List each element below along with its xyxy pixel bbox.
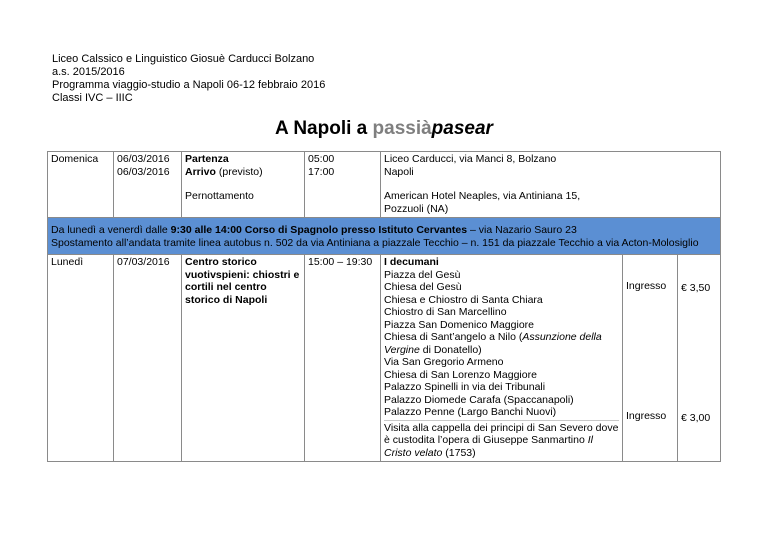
- title-part1: A Napoli a: [275, 118, 373, 139]
- list-item: Palazzo Penne (Largo Banchi Nuovi): [384, 406, 557, 418]
- title-part3: pasear: [431, 118, 493, 139]
- school-year: a.s. 2015/2016: [52, 66, 125, 78]
- date-cell: 06/03/2016 06/03/2016: [114, 152, 182, 218]
- document-header: [52, 53, 325, 105]
- title-part2: passià: [372, 118, 432, 139]
- classes: Classi IVC – IIIC: [52, 92, 133, 104]
- price-cell: € 3,50 € 3,00: [678, 255, 721, 462]
- time-cell: 15:00 – 19:30: [305, 255, 381, 462]
- course-banner-row: [48, 218, 721, 255]
- school-name: Liceo Calssico e Linguistico Giosuè Carducci Bolzano: [52, 53, 315, 65]
- activity-cell: Centro storico vuotivspieni: chiostri e cortili nel centro storico di Napoli: [182, 255, 305, 462]
- table-row: [48, 152, 721, 218]
- list-item: Via San Gregorio Armeno: [384, 356, 504, 368]
- list-item: Palazzo Spinelli in via dei Tribunali: [384, 381, 546, 393]
- places-cell: I decumani Piazza del Gesù Chiesa del Gesù Chiesa e Chiostro di Santa Chiara Chiostro di San Marcellino Piazza San Domenico Maggiore Chiesa di Sant’angelo a Nilo (Assunzione della Vergine di Donatello) Via San Gregorio Armeno Chiesa di San Lorenzo Maggiore Palazzo Spinelli in via dei Tribunali Palazzo Diomede Carafa (Spaccanapoli) Palazzo Penne (Largo Banchi Nuovi) Visita alla cappella dei principi di San Severo dove è custodita l’opera di Giuseppe Sanmartino Il Cristo velato (1753): [381, 255, 623, 462]
- list-item: Chiostro di San Marcellino: [384, 306, 507, 318]
- list-item: Chiesa di San Lorenzo Maggiore: [384, 368, 537, 381]
- visit-note: Visita alla cappella dei principi di San Severo dove è custodita l’opera di Giuseppe Sanmartino Il Cristo velato (1753): [384, 421, 619, 459]
- list-item: Piazza San Domenico Maggiore: [384, 318, 534, 331]
- place-cell: Liceo Carducci, via Manci 8, Bolzano Napoli American Hotel Neaples, via Antiniana 15, Pozzuoli (NA): [381, 152, 721, 218]
- day-cell: Domenica: [48, 152, 114, 218]
- page-title: [0, 117, 768, 141]
- time-cell: 05:00 17:00: [305, 152, 381, 218]
- activity-cell: Partenza Arrivo (previsto) Pernottamento: [182, 152, 305, 218]
- schedule-table: [47, 151, 721, 462]
- list-item: Piazza del Gesù: [384, 268, 461, 281]
- ingresso-cell: Ingresso Ingresso: [623, 255, 678, 462]
- program-title: Programma viaggio-studio a Napoli 06-12 febbraio 2016: [52, 79, 326, 91]
- list-item: Chiesa e Chiostro di Santa Chiara: [384, 293, 543, 306]
- list-item: Chiesa di Sant’angelo a Nilo (Assunzione della Vergine di Donatello): [384, 331, 602, 356]
- list-item: Chiesa del Gesù: [384, 281, 462, 293]
- list-item: Palazzo Diomede Carafa (Spaccanapoli): [384, 393, 574, 406]
- course-banner: Da lunedì a venerdì dalle 9:30 alle 14:00 Corso di Spagnolo presso Istituto Cervantes – via Nazario Sauro 23 Spostamento all’andata tramite linea autobus n. 502 da via Antiniana a piazzale Tecchio – n. 151 da piazzale Tecchio a via Acton-Molosiglio: [48, 218, 721, 255]
- day-cell: Lunedì: [48, 255, 114, 462]
- table-row: [48, 255, 721, 462]
- date-cell: 07/03/2016: [114, 255, 182, 462]
